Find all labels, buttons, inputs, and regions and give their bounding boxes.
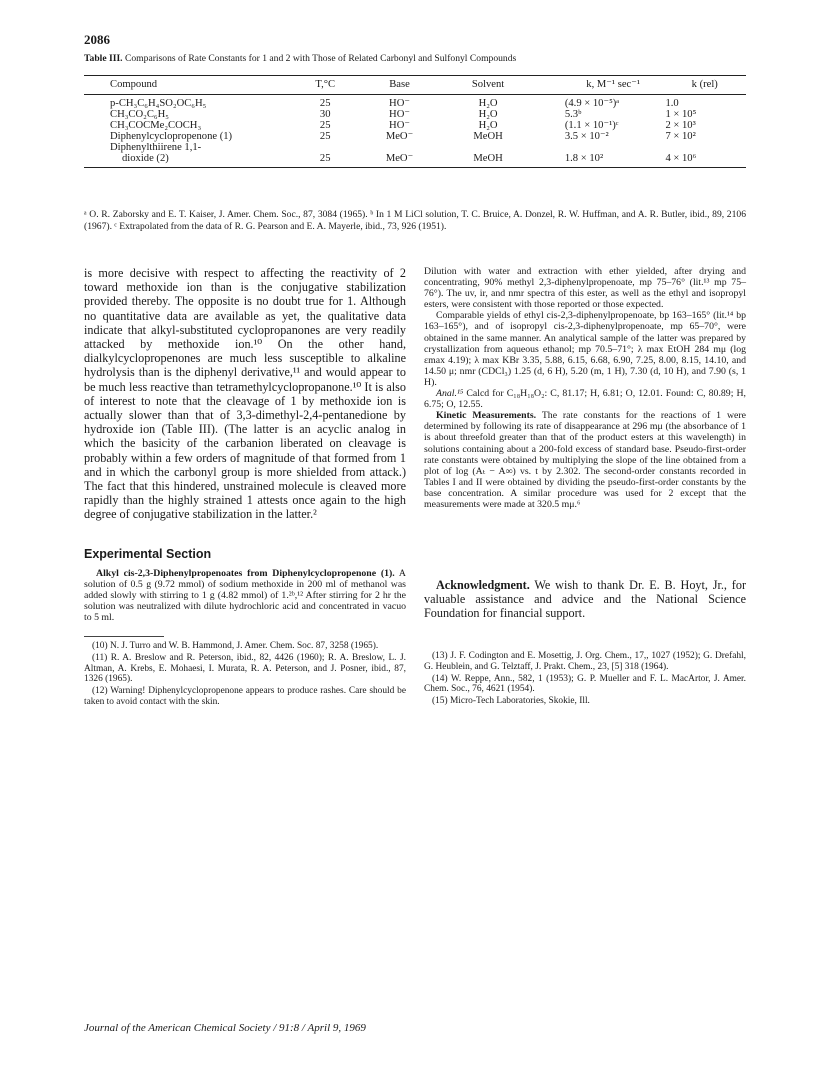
table-row	[84, 153, 746, 168]
rate-constants-table	[84, 75, 746, 168]
table-caption-text: Comparisons of Rate Constants for 1 and 2 with Those of Related Carbonyl and Sulfonyl Compounds	[124, 53, 517, 64]
footnote-item: (13) J. F. Codington and E. Mosettig, J. Org. Chem., 17,, 1027 (1952); G. Drefahl, G. Heublein, and G. Telztaff, J. Prakt. Chem., 23, [5] 318 (1964).	[424, 651, 746, 672]
experimental-text	[84, 568, 406, 623]
right-paragraph-1: Dilution with water and extraction with ether yielded, after drying and concentrating, 90% methyl 2,3-diphenylpropenoate, mp 75–76° (lit.¹³ mp 75–76°). The uv, ir, and nmr spectra of this ester, as well as the ethyl and isopropyl esters, were consistent with those reported or those expected.	[424, 266, 746, 311]
anal-text: Calcd for C₁₈H₁₈O₂: C, 81.17; H, 6.81; O, 12.01. Found: C, 80.89; H, 6.75; O, 12.55.	[424, 388, 746, 411]
cell-compound: p-CH₃C₆H₄SO₂OC₆H₅	[110, 98, 207, 109]
table-row	[84, 142, 746, 153]
acknowledgment-text: We wish to thank Dr. E. B. Hoyt, Jr., for valuable assistance and advice and the National Science Foundation for financial support.	[424, 578, 747, 621]
footnote-item: (10) N. J. Turro and W. B. Hammond, J. Amer. Chem. Soc. 87, 3258 (1965).	[92, 641, 379, 651]
cell-k	[539, 142, 664, 153]
cell-base	[362, 142, 438, 153]
cell-krel: 7 × 10²	[665, 131, 696, 142]
footnote-item: (12) Warning! Diphenylcyclopropenone appears to produce rashes. Care should be taken to avoid contact with the skin.	[84, 686, 406, 707]
footnote-item: (14) W. Reppe, Ann., 582, 1 (1953); G. P. Mueller and F. L. MacArtor, J. Amer. Chem. Soc., 76, 4621 (1954).	[424, 673, 746, 695]
cell-temperature	[289, 142, 362, 153]
header-krel: k (rel)	[663, 76, 746, 95]
right-paragraph-anal	[424, 388, 746, 410]
cell-compound-continued: dioxide (2)	[122, 153, 169, 164]
cell-solvent	[437, 142, 539, 153]
experimental-para-title: Alkyl cis-2,3-Diphenylpropenoates from Diphenylcyclopropenone (1).	[96, 568, 395, 579]
cell-solvent: H₂O	[478, 98, 498, 109]
kinetic-label: Kinetic Measurements.	[436, 410, 537, 422]
header-temperature: T,°C	[289, 76, 362, 95]
table-row	[84, 95, 746, 110]
table-row	[84, 120, 746, 131]
cell-base: MeO⁻	[385, 131, 414, 142]
table-caption	[84, 53, 744, 64]
cell-compound: Diphenylcyclopropenone (1)	[110, 131, 233, 142]
cell-base: MeO⁻	[362, 153, 438, 168]
table-row	[84, 131, 746, 142]
right-column-body	[424, 266, 746, 510]
cell-k: 5.3ᵇ	[564, 109, 582, 120]
table-row	[84, 109, 746, 120]
cell-base: HO⁻	[389, 120, 410, 131]
cell-krel	[663, 142, 746, 153]
page-number: 2086	[84, 32, 110, 47]
cell-solvent: H₂O	[478, 109, 498, 120]
cell-solvent: H₂O	[478, 120, 498, 131]
experimental-paragraph	[84, 568, 406, 623]
acknowledgment-label: Acknowledgment.	[436, 578, 530, 592]
kinetic-text: The rate constants for the reactions of 1 were determined by following its rate of disappearance at 296 mμ (the absorbance of 1 is about threefold greater than that of the product esters at this wavelength) in solutions containing about a 200-fold excess of standard base. Pseudo-first-order rate constants were obtained by multiplying the slope of the line obtained from a plot of log (Aₜ − A∞) vs. t by 2.302. The second-order constants recorded in Tables I and II were obtained by dividing the pseudo-first-order constants by the base concentration. A similar procedure was used for 2 except that the measurements were made at 320.5 mμ.⁶	[424, 410, 746, 510]
footnote-item: (11) R. A. Breslow and R. Peterson, ibid., 82, 4426 (1960); R. A. Breslow, L. J. Altman, A. Krebs, E. Mohaesi, I. Murata, R. A. Peterson, and J. Posner, ibid., 87, 1326 (1965).	[84, 652, 406, 685]
footnote-item: (15) Micro-Tech Laboratories, Skokie, Ill.	[432, 696, 590, 707]
anal-label: Anal.¹⁵	[436, 388, 464, 400]
right-paragraph-kinetic	[424, 410, 746, 510]
left-column-paragraph: is more decisive with respect to affecting the reactivity of 2 toward methoxide ion than is the conjugative stabilization provided thereby. The opposite is no doubt true for 1. Although no quantitative data are available as yet, the qualitative data indicate that alkyl-substituted cyclopropanones are very readily attacked by methoxide ion.¹⁰ On the other hand, dialkylcyclopropenones are much less susceptible to alkaline hydrolysis than is the diphenyl derivative,¹¹ and would appear to be much less reactive than tetramethylcyclopropanone.¹⁰ It is also of interest to note that the cleavage of 1 by methoxide ion is actually slower than that of 3,3-dimethyl-2,4-pentanedione by hydroxide ion (Table III). (The latter is an acyclic analog in which the basicity of the carbanion liberated on cleavage is probably within a few orders of magnitude of that formed from 1 and in which the carbonyl group is more shielded from attack.) The fact that this hindered, unstrained molecule is cleaved more rapidly than the highly strained 1 attests once again to the high degree of conjugative stabilization in the latter.²	[84, 266, 406, 522]
cell-k: 1.8 × 10²	[539, 153, 664, 168]
cell-krel: 2 × 10³	[665, 120, 696, 131]
experimental-para-text: A solution of 0.5 g (9.72 mmol) of sodium methoxide in 200 ml of methanol was added slowly with stirring to 1 g (4.82 mmol) of 1.²ᵇ,¹² After stirring for 2 hr the solution was neutralized with dilute hydrochloric acid and concentrated in vacuo to 5 ml.	[84, 568, 406, 624]
table-caption-label: Table III.	[84, 53, 123, 64]
header-compound: Compound	[84, 76, 289, 95]
footnote-rule	[84, 636, 164, 637]
acknowledgment-paragraph	[424, 578, 746, 621]
table-header-row	[84, 76, 746, 95]
cell-compound	[84, 153, 289, 168]
footnotes-right	[424, 651, 746, 708]
acknowledgment	[424, 578, 746, 621]
experimental-section-heading: Experimental Section	[84, 547, 212, 561]
cell-krel: 4 × 10⁶	[663, 153, 746, 168]
footnotes-left	[84, 641, 406, 709]
header-solvent: Solvent	[437, 76, 539, 95]
cell-compound: Diphenylthiirene 1,1-	[110, 142, 202, 153]
cell-temperature: 25	[319, 120, 331, 131]
left-column-body	[84, 266, 406, 522]
header-base: Base	[362, 76, 438, 95]
table-footnote: ᵃ O. R. Zaborsky and E. T. Kaiser, J. Amer. Chem. Soc., 87, 3084 (1965). ᵇ In 1 M LiCl solution, T. C. Bruice, A. Donzel, R. W. Huffman, and A. R. Butler, ibid., 89, 2106 (1967). ᶜ Extrapolated from the data of R. G. Pearson and E. A. Mayerle, ibid., 73, 926 (1951).	[84, 209, 746, 232]
journal-footer: Journal of the American Chemical Society / 91:8 / April 9, 1969	[84, 1022, 366, 1034]
cell-solvent: MeOH	[473, 131, 503, 142]
cell-solvent: MeOH	[437, 153, 539, 168]
cell-temperature: 25	[289, 153, 362, 168]
cell-compound: CH₃CO₂C₆H₅	[110, 109, 169, 120]
cell-krel: 1 × 10⁵	[665, 109, 697, 120]
cell-compound: CH₃COCMe₂COCH₃	[110, 120, 202, 131]
right-paragraph-2: Comparable yields of ethyl cis-2,3-diphenylpropenoate, bp 163–165° (lit.¹⁴ bp 163–165°), and of isopropyl cis-2,3-diphenylpropenoate, mp 65–70°, were obtained in the same manner. An analytical sample of the latter was prepared by crystallization from aqueous ethanol; mp 70.5–71°; λ max EtOH 284 mμ (log εmax 4.19); λ max KBr 3.35, 5.88, 6.15, 6.68, 6.90, 7.25, 8.00, 8.15, 14.10, and 14.50 μ; nmr (CDCl₃) 1.25 (d, 6 H), 5.20 (m, 1 H), 7.30 (d, 10 H), and 7.90 (s, 1 H).	[424, 310, 746, 388]
cell-k: (4.9 × 10⁻⁵)ᵃ	[564, 98, 620, 109]
cell-k: (1.1 × 10⁻¹)ᶜ	[564, 120, 619, 131]
cell-temperature: 25	[319, 131, 331, 142]
cell-temperature: 25	[319, 98, 331, 109]
cell-k: 3.5 × 10⁻²	[564, 131, 609, 142]
cell-temperature: 30	[319, 109, 331, 120]
cell-base: HO⁻	[389, 109, 410, 120]
cell-krel: 1.0	[665, 98, 679, 109]
header-k: k, M⁻¹ sec⁻¹	[539, 76, 664, 95]
cell-base: HO⁻	[389, 98, 410, 109]
